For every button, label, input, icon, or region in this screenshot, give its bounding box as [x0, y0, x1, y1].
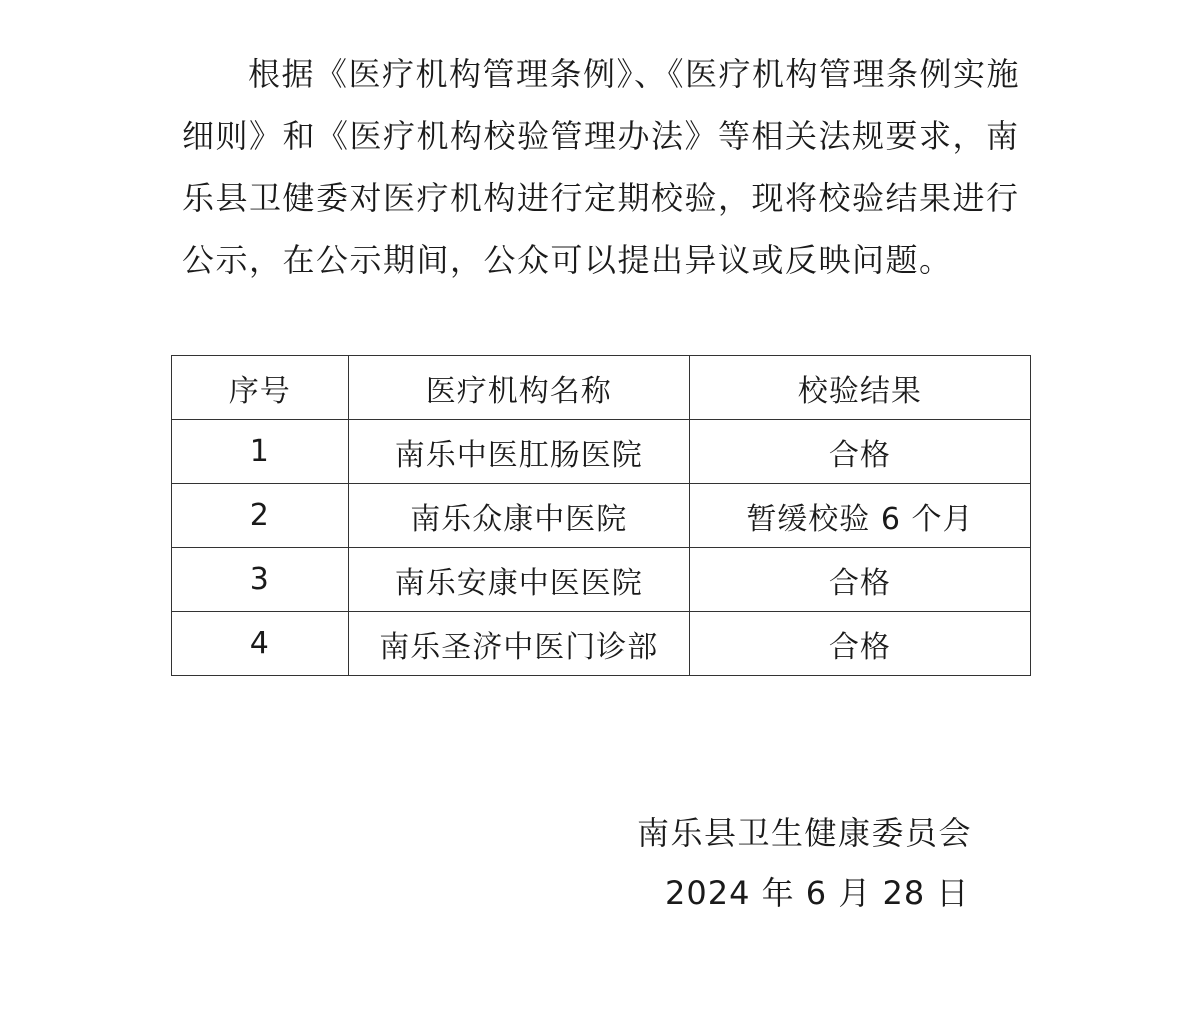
- table-row: [172, 420, 1031, 484]
- row-serial-number: 4: [172, 612, 349, 676]
- table-row: [172, 612, 1031, 676]
- header-serial-number: 序号: [172, 356, 349, 420]
- row-inspection-result: 暂缓校验 6 个月: [689, 484, 1030, 548]
- issue-date: 2024 年 6 月 28 日: [665, 874, 970, 912]
- row-inspection-result: 合格: [689, 612, 1030, 676]
- row-inspection-result: 合格: [689, 420, 1030, 484]
- row-institution-name: 南乐中医肛肠医院: [348, 420, 689, 484]
- row-inspection-result: 合格: [689, 548, 1030, 612]
- table-header-row: [172, 356, 1031, 420]
- table-row: [172, 548, 1031, 612]
- intro-paragraph: 根据《医疗机构管理条例》、《医疗机构管理条例实施细则》和《医疗机构校验管理办法》等相关法规要求，南乐县卫健委对医疗机构进行定期校验，现将校验结果进行公示，在公示期间，公众可以提出异议或反映问题。: [182, 55, 1021, 279]
- header-inspection-result: 校验结果: [689, 356, 1030, 420]
- row-serial-number: 2: [172, 484, 349, 548]
- row-serial-number: 1: [172, 420, 349, 484]
- table-row: [172, 484, 1031, 548]
- row-institution-name: 南乐众康中医院: [348, 484, 689, 548]
- header-institution-name: 医疗机构名称: [348, 356, 689, 420]
- row-serial-number: 3: [172, 548, 349, 612]
- row-institution-name: 南乐安康中医医院: [348, 548, 689, 612]
- inspection-results-table: [171, 355, 1031, 676]
- row-institution-name: 南乐圣济中医门诊部: [348, 612, 689, 676]
- issuer-signature: 南乐县卫生健康委员会: [637, 814, 973, 852]
